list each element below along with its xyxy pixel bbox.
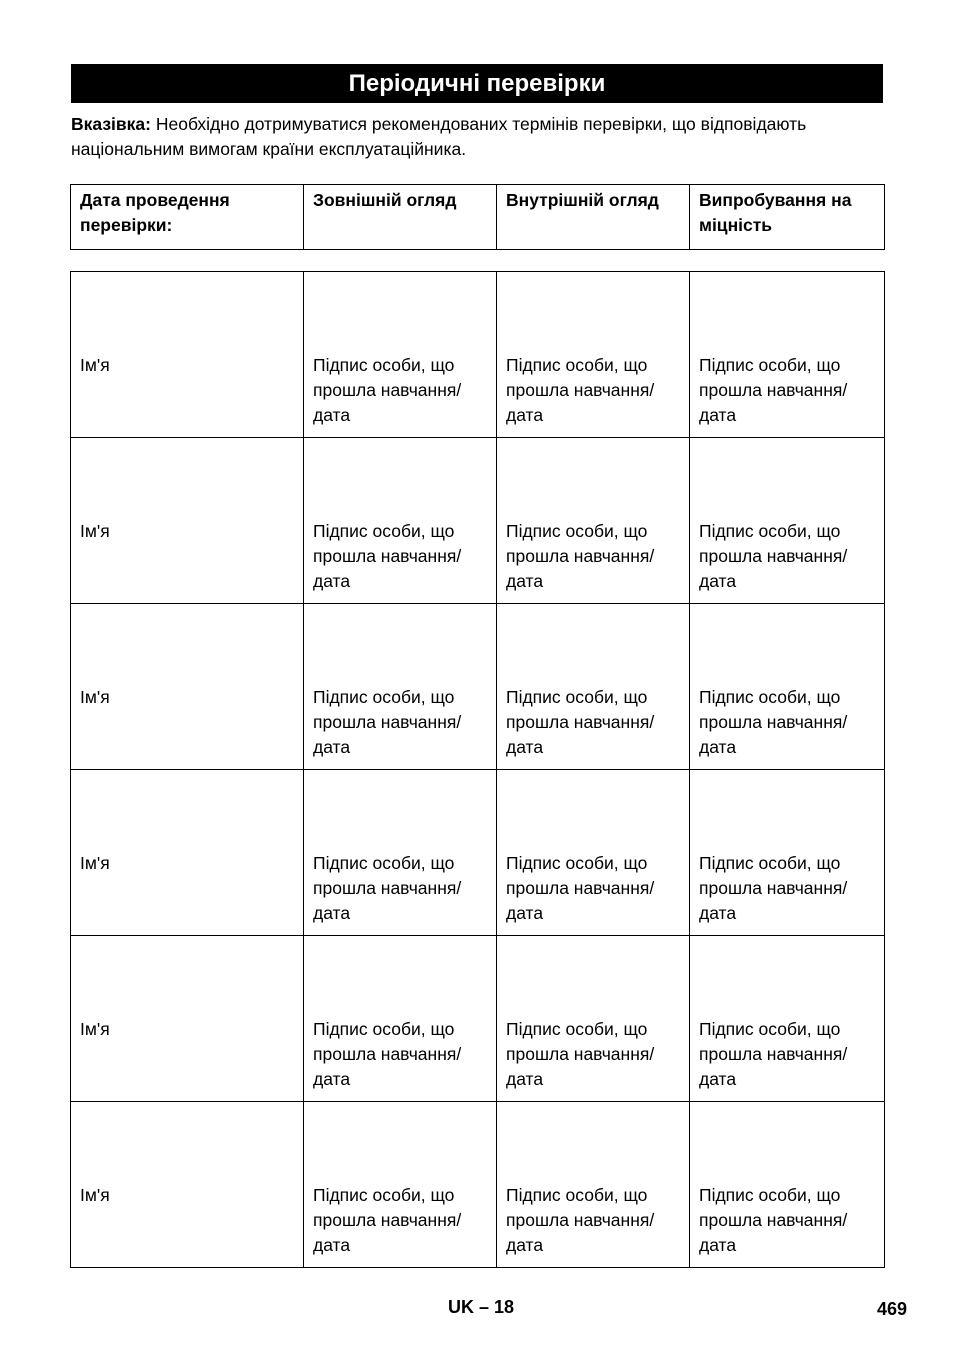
note-label: Вказівка: <box>71 114 151 134</box>
signature-cell-external: Підпис особи, що прошла навчання/ дата <box>304 936 497 1102</box>
name-cell: Ім'я <box>71 936 304 1102</box>
signature-cell-external: Підпис особи, що прошла навчання/ дата <box>304 272 497 438</box>
signature-cell-internal: Підпис особи, що прошла навчання/ дата <box>497 604 690 770</box>
inspection-header-table <box>70 184 885 250</box>
signature-cell-strength: Підпис особи, що прошла навчання/ дата <box>690 272 885 438</box>
signature-cell-strength: Підпис особи, що прошла навчання/ дата <box>690 604 885 770</box>
inspection-log-table <box>70 271 885 1268</box>
table-row <box>71 1102 885 1268</box>
signature-cell-internal: Підпис особи, що прошла навчання/ дата <box>497 936 690 1102</box>
signature-cell-internal: Підпис особи, що прошла навчання/ дата <box>497 1102 690 1268</box>
table-row <box>71 438 885 604</box>
signature-cell-internal: Підпис особи, що прошла навчання/ дата <box>497 438 690 604</box>
signature-cell-external: Підпис особи, що прошла навчання/ дата <box>304 438 497 604</box>
signature-cell-strength: Підпис особи, що прошла навчання/ дата <box>690 770 885 936</box>
name-cell: Ім'я <box>71 604 304 770</box>
signature-cell-external: Підпис особи, що прошла навчання/ дата <box>304 770 497 936</box>
signature-cell-strength: Підпис особи, що прошла навчання/ дата <box>690 438 885 604</box>
signature-cell-strength: Підпис особи, що прошла навчання/ дата <box>690 1102 885 1268</box>
table-row <box>71 770 885 936</box>
header-date: Дата проведення перевірки: <box>71 185 304 250</box>
signature-cell-internal: Підпис особи, що прошла навчання/ дата <box>497 272 690 438</box>
header-row <box>71 185 885 250</box>
signature-cell-external: Підпис особи, що прошла навчання/ дата <box>304 604 497 770</box>
header-strength-test: Випробування на міцність <box>690 185 885 250</box>
name-cell: Ім'я <box>71 438 304 604</box>
signature-cell-strength: Підпис особи, що прошла навчання/ дата <box>690 936 885 1102</box>
name-cell: Ім'я <box>71 272 304 438</box>
page-number: 469 <box>877 1299 908 1319</box>
name-cell: Ім'я <box>71 770 304 936</box>
signature-cell-external: Підпис особи, що прошла навчання/ дата <box>304 1102 497 1268</box>
table-row <box>71 272 885 438</box>
table-row <box>71 936 885 1102</box>
page-title: Періодичні перевірки <box>71 64 883 103</box>
header-internal-inspection: Внутрішній огляд <box>497 185 690 250</box>
note-text: Необхідно дотримуватися рекомендованих термінів перевірки, що відповідають національним вимогам країни експлуатаційника. <box>71 114 807 159</box>
name-cell: Ім'я <box>71 1102 304 1268</box>
table-row <box>71 604 885 770</box>
footer-section-label: UK – 18 <box>448 1297 515 1317</box>
header-external-inspection: Зовнішній огляд <box>304 185 497 250</box>
note-paragraph <box>71 112 883 162</box>
signature-cell-internal: Підпис особи, що прошла навчання/ дата <box>497 770 690 936</box>
